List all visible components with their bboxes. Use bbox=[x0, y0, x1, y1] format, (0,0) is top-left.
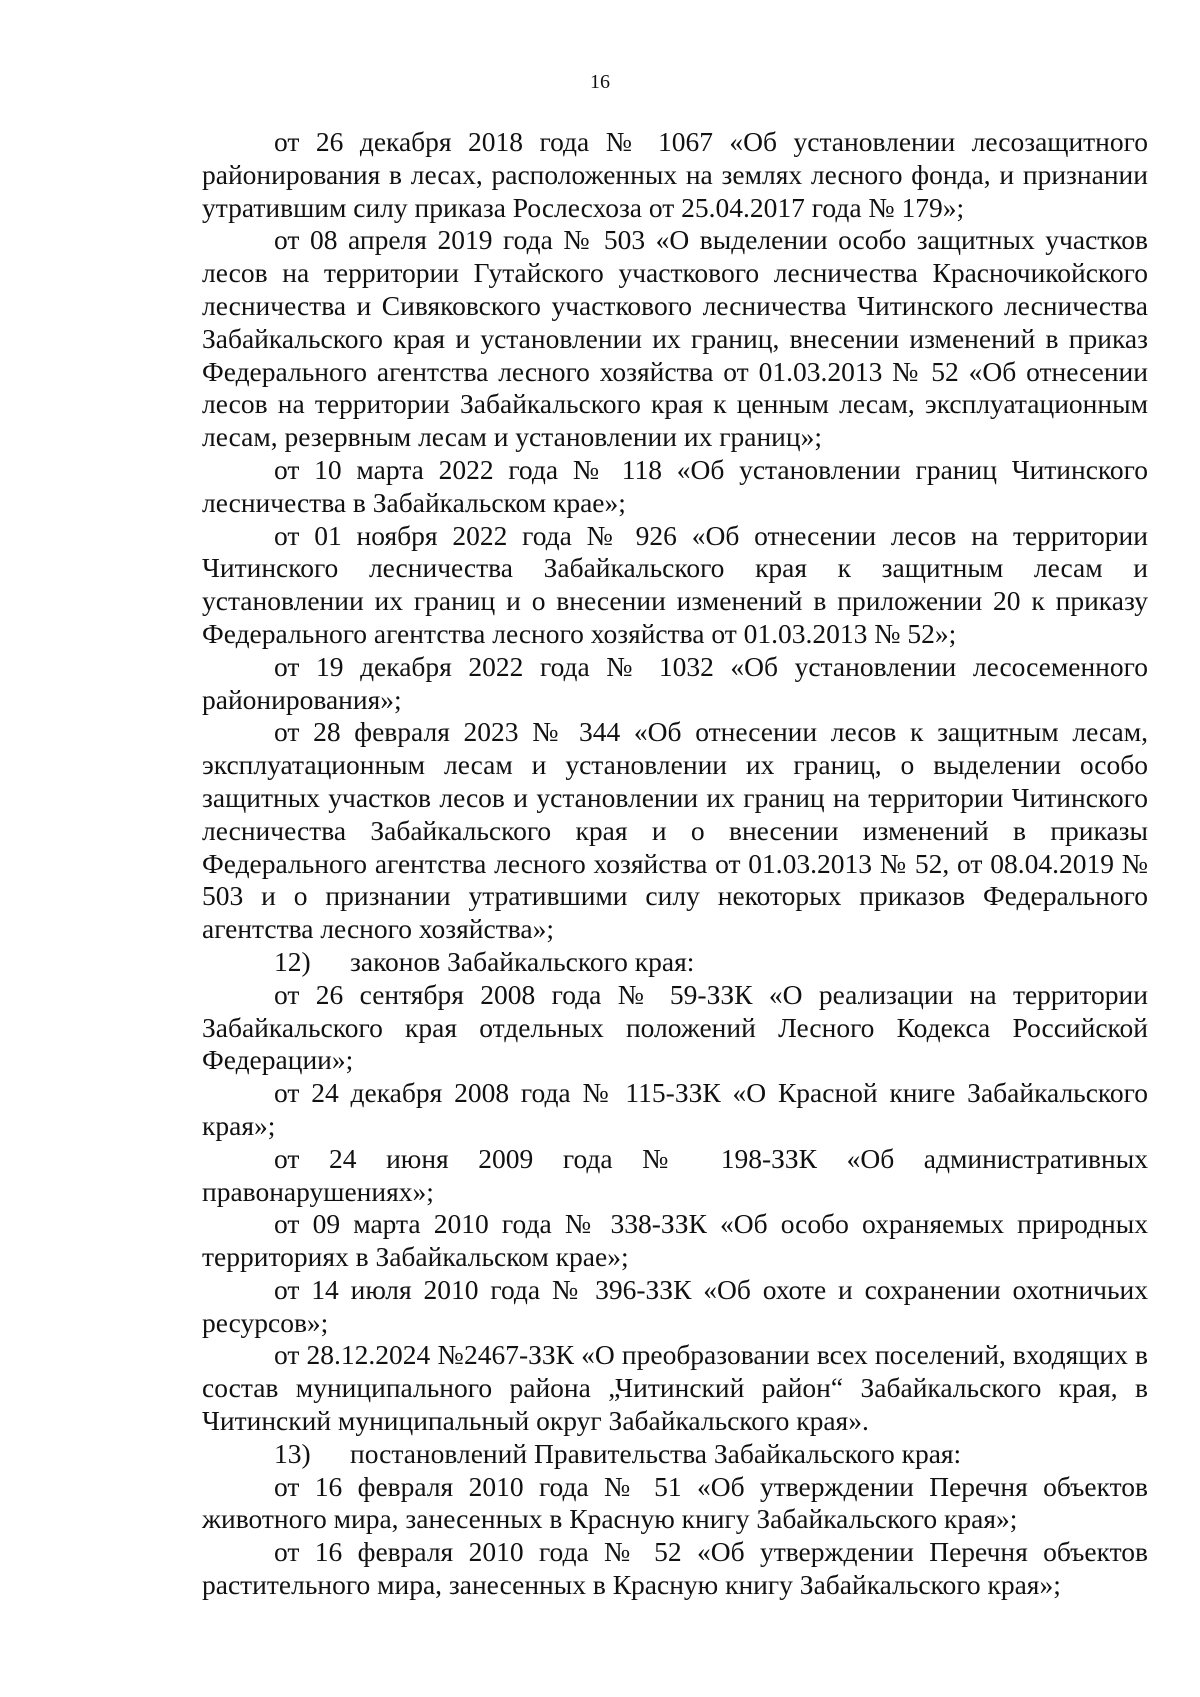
paragraph-law-338: от 09 марта 2010 года № 338-ЗЗК «Об особо охраняемых природных территориях в Забайкальском крае»; bbox=[202, 1208, 1148, 1273]
list-item-13 bbox=[202, 1438, 1148, 1471]
paragraph-resolution-51: от 16 февраля 2010 года № 51 «Об утверждении Перечня объектов животного мира, занесенных в Красную книгу Забайкальского края»; bbox=[202, 1470, 1148, 1535]
page-number: 16 bbox=[590, 71, 610, 93]
paragraph-order-1032: от 19 декабря 2022 года № 1032 «Об установлении лесосеменного районирования»; bbox=[202, 650, 1148, 715]
paragraph-law-59: от 26 сентября 2008 года № 59-ЗЗК «О реализации на территории Забайкальского края отдельных положений Лесного Кодекса Российской Федерации»; bbox=[202, 978, 1148, 1076]
list-item-text: постановлений Правительства Забайкальского края: bbox=[350, 1437, 962, 1469]
document-body bbox=[202, 126, 1148, 1602]
paragraph-order-1067: от 26 декабря 2018 года № 1067 «Об установлении лесозащитного районирования в лесах, расположенных на землях лесного фонда, и признании утратившим силу приказа Рослесхоза от 25.04.2017 года № 179»; bbox=[202, 126, 1148, 223]
paragraph-law-115: от 24 декабря 2008 года № 115-ЗЗК «О Красной книге Забайкальского края»; bbox=[202, 1077, 1148, 1141]
paragraph-law-198: от 24 июня 2009 года № 198-ЗЗК «Об административных правонарушениях»; bbox=[202, 1142, 1148, 1207]
list-number: 13) bbox=[274, 1437, 311, 1469]
paragraph-resolution-52: от 16 февраля 2010 года № 52 «Об утверждении Перечня объектов растительного мира, занесенных в Красную книгу Забайкальского края»; bbox=[202, 1536, 1148, 1601]
list-item-12 bbox=[202, 946, 1148, 979]
paragraph-order-344: от 28 февраля 2023 № 344 «Об отнесении лесов к защитным лесам, эксплуатационным лесам и установлении их границ, о выделении особо защитных участков лесов и установлении их границ на территории Читинского лесничества Забайкальского края и о внесении изменений в приказы Федерального агентства лесного хозяйства от 01.03.2013 № 52, от 08.04.2019 № 503 и о признании утратившими силу некоторых приказов Федерального агентства лесного хозяйства»; bbox=[202, 716, 1148, 945]
paragraph-law-396: от 14 июля 2010 года № 396-ЗЗК «Об охоте и сохранении охотничьих ресурсов»; bbox=[202, 1273, 1148, 1338]
paragraph-law-2467: от 28.12.2024 №2467-ЗЗК «О преобразовании всех поселений, входящих в состав муниципального района „Читинский район“ Забайкальского края, в Читинский муниципальный округ Забайкальского края». bbox=[202, 1339, 1148, 1437]
paragraph-order-118: от 10 марта 2022 года № 118 «Об установлении границ Читинского лесничества в Забайкальском крае»; bbox=[202, 453, 1148, 518]
list-item-text: законов Забайкальского края: bbox=[350, 945, 695, 977]
paragraph-order-503: от 08 апреля 2019 года № 503 «О выделении особо защитных участков лесов на территории Гутайского участкового лесничества Красночикойского лесничества и Сивяковского участкового лесничества Читинского лесничества Забайкальского края и установлении их границ, внесении изменений в приказ Федерального агентства лесного хозяйства от 01.03.2013 № 52 «Об отнесении лесов на территории Забайкальского края к ценным лесам, эксплуатационным лесам, резервным лесам и установлении их границ»; bbox=[202, 224, 1148, 453]
paragraph-order-926: от 01 ноября 2022 года № 926 «Об отнесении лесов на территории Читинского лесничества Забайкальского края к защитным лесам и установлении их границ и о внесении изменений в приложении 20 к приказу Федерального агентства лесного хозяйства от 01.03.2013 № 52»; bbox=[202, 519, 1148, 649]
list-number: 12) bbox=[274, 945, 311, 977]
